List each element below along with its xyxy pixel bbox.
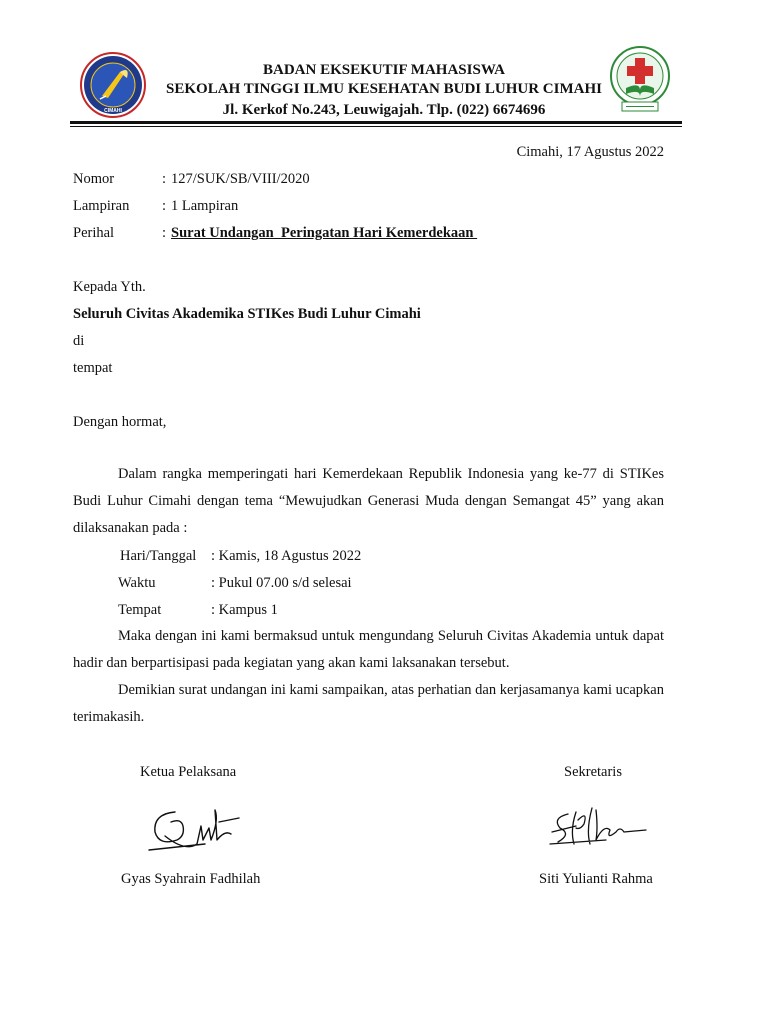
detail-value-time: : Pukul 07.00 s/d selesai — [211, 575, 352, 591]
recipient-greeting: Kepada Yth. — [73, 279, 146, 295]
body-paragraph-1: Dalam rangka memperingati hari Kemerdekaan Republik Indonesia yang ke-77 di STIKes Budi Luhur Cimahi dengan tema “Mewujudkan Generasi Muda dengan Semangat 45” yang akan dilaksanakan pada : — [73, 466, 664, 536]
meta-colon: : — [162, 171, 167, 187]
left-logo-text: CIMAHI — [104, 108, 122, 114]
body-paragraph-3: Demikian surat undangan ini kami sampaikan, atas perhatian dan kerjasamanya kami ucapkan terimakasih. — [73, 682, 664, 725]
meta-label-nomor: Nomor — [73, 171, 115, 187]
meta-value-perihal: Surat Undangan Peringatan Hari Kemerdekaan — [171, 225, 478, 241]
meta-colon: : — [162, 225, 167, 241]
salutation: Dengan hormat, — [73, 414, 167, 430]
header-institution: SEKOLAH TINGGI ILMU KESEHATAN BUDI LUHUR CIMAHI — [166, 81, 602, 97]
meta-label-lampiran: Lampiran — [73, 198, 130, 214]
handwritten-signature-icon — [145, 800, 245, 856]
handwritten-signature-icon — [546, 800, 654, 854]
header-rule-thin — [70, 126, 682, 127]
detail-label-date: Hari/Tanggal — [120, 548, 197, 564]
detail-label-place: Tempat — [118, 602, 162, 618]
detail-value-date: : Kamis, 18 Agustus 2022 — [211, 548, 362, 564]
signature-right-role: Sekretaris — [564, 764, 622, 780]
meta-colon: : — [162, 198, 167, 214]
recipient-tempat: tempat — [73, 360, 113, 376]
signature-right-name: Siti Yulianti Rahma — [539, 871, 653, 887]
detail-label-time: Waktu — [118, 575, 156, 591]
meta-label-perihal: Perihal — [73, 225, 115, 241]
recipient-di: di — [73, 333, 85, 349]
signature-left-role: Ketua Pelaksana — [140, 764, 237, 780]
signature-left-name: Gyas Syahrain Fadhilah — [121, 871, 261, 887]
signature-left-handwriting — [145, 800, 245, 856]
header-organization: BADAN EKSEKUTIF MAHASISWA — [263, 62, 505, 78]
signature-right-handwriting — [546, 800, 654, 854]
recipient-name: Seluruh Civitas Akademika STIKes Budi Luhur Cimahi — [73, 306, 421, 322]
meta-value-nomor: 127/SUK/SB/VIII/2020 — [171, 171, 310, 187]
header-rule-thick — [70, 121, 682, 124]
letter-date: Cimahi, 17 Agustus 2022 — [516, 144, 664, 160]
body-paragraph-2: Maka dengan ini kami bermaksud untuk mengundang Seluruh Civitas Akademia untuk dapat hadir dan berpartisipasi pada kegiatan yang akan kami laksanakan tersebut. — [73, 628, 664, 671]
header-address: Jl. Kerkof No.243, Leuwigajah. Tlp. (022) 6674696 — [222, 102, 546, 118]
meta-value-lampiran: 1 Lampiran — [171, 198, 239, 214]
detail-value-place: : Kampus 1 — [211, 602, 278, 618]
